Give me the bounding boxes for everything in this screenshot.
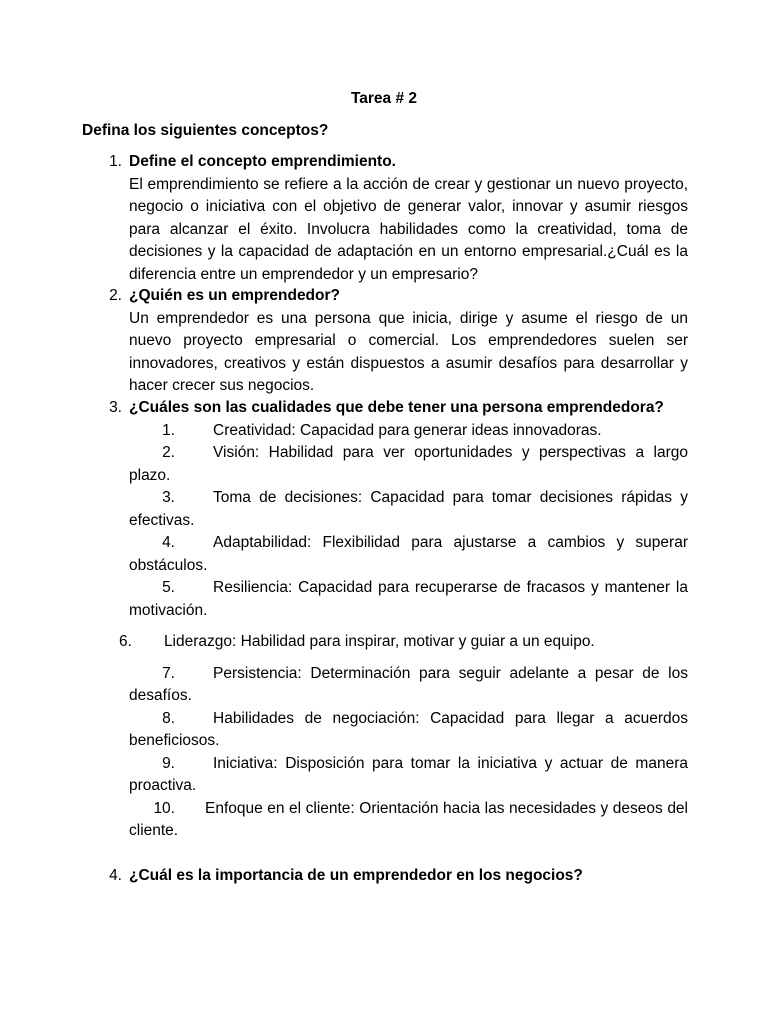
quality-text: Habilidades de negociación: Capacidad para llegar a acuerdos beneficiosos.: [129, 709, 688, 749]
question-answer: Un emprendedor es una persona que inicia, dirige y asume el riesgo de un nuevo proyecto empresarial o comercial. Los emprendedores suelen ser innovadores, creativos y están dispuestos a asumir desafíos para desarrollar y hacer crecer sus negocios.: [129, 309, 688, 394]
question-heading: ¿Quién es un emprendedor?: [129, 287, 340, 304]
quality-number: 6.: [119, 633, 132, 650]
question-number: 4.: [109, 867, 122, 884]
quality-item: [129, 708, 688, 753]
quality-item: [129, 753, 688, 798]
quality-item: [119, 631, 688, 654]
question-number: 3.: [109, 399, 122, 416]
quality-number: 8.: [162, 709, 175, 727]
quality-item: [129, 442, 688, 487]
quality-item: [129, 532, 688, 577]
question-heading: ¿Cuáles son las cualidades que debe tener una persona emprendedora?: [129, 399, 664, 416]
quality-item: [129, 420, 688, 443]
quality-number: 4.: [162, 534, 175, 551]
question-heading: Define el concepto emprendimiento.: [129, 153, 396, 170]
quality-text: Persistencia: Determinación para seguir adelante a pesar de los desafíos.: [129, 664, 688, 704]
question-number: 1.: [109, 153, 122, 170]
question-4: [100, 865, 688, 888]
quality-number: 10.: [153, 799, 175, 817]
qualities-list: [119, 420, 688, 843]
document-title: Tarea # 2: [350, 90, 418, 107]
quality-item: [129, 577, 688, 622]
question-heading: ¿Cuál es la importancia de un emprendedor en los negocios?: [129, 867, 583, 884]
quality-number: 7.: [162, 664, 175, 682]
document-intro: Defina los siguientes conceptos?: [82, 122, 329, 139]
quality-number: 9.: [162, 754, 175, 772]
quality-text: Resiliencia: Capacidad para recuperarse de fracasos y mantener la motivación.: [129, 579, 688, 619]
quality-text: Enfoque en el cliente: Orientación hacia las necesidades y deseos del cliente.: [129, 799, 688, 839]
question-answer: El emprendimiento se refiere a la acción de crear y gestionar un nuevo proyecto, negocio o iniciativa con el objetivo de generar valor, innovar y asumir riesgos para alcanzar el éxito. Involucra habilidades como la creatividad, toma de decisiones y la capacidad de adaptación en un entorno empresarial.¿Cuál es la diferencia entre un emprendedor y un empresario?: [129, 175, 688, 283]
quality-number: 2.: [162, 444, 175, 461]
question-1: [100, 151, 688, 286]
quality-text: Toma de decisiones: Capacidad para tomar decisiones rápidas y efectivas.: [129, 489, 688, 529]
quality-item: [129, 798, 688, 843]
quality-number: 5.: [162, 579, 175, 596]
quality-number: 1.: [162, 421, 175, 439]
quality-text: Creatividad: Capacidad para generar ideas innovadoras.: [213, 421, 602, 439]
question-number: 2.: [109, 287, 122, 304]
quality-item: [129, 487, 688, 532]
quality-text: Liderazgo: Habilidad para inspirar, motivar y guiar a un equipo.: [163, 633, 595, 650]
quality-text: Adaptabilidad: Flexibilidad para ajustarse a cambios y superar obstáculos.: [129, 534, 688, 574]
question-3: [100, 397, 688, 843]
question-2: [100, 285, 688, 398]
quality-item: [129, 663, 688, 708]
quality-text: Visión: Habilidad para ver oportunidades y perspectivas a largo plazo.: [129, 444, 688, 484]
quality-number: 3.: [162, 489, 175, 506]
quality-text: Iniciativa: Disposición para tomar la iniciativa y actuar de manera proactiva.: [129, 754, 688, 794]
